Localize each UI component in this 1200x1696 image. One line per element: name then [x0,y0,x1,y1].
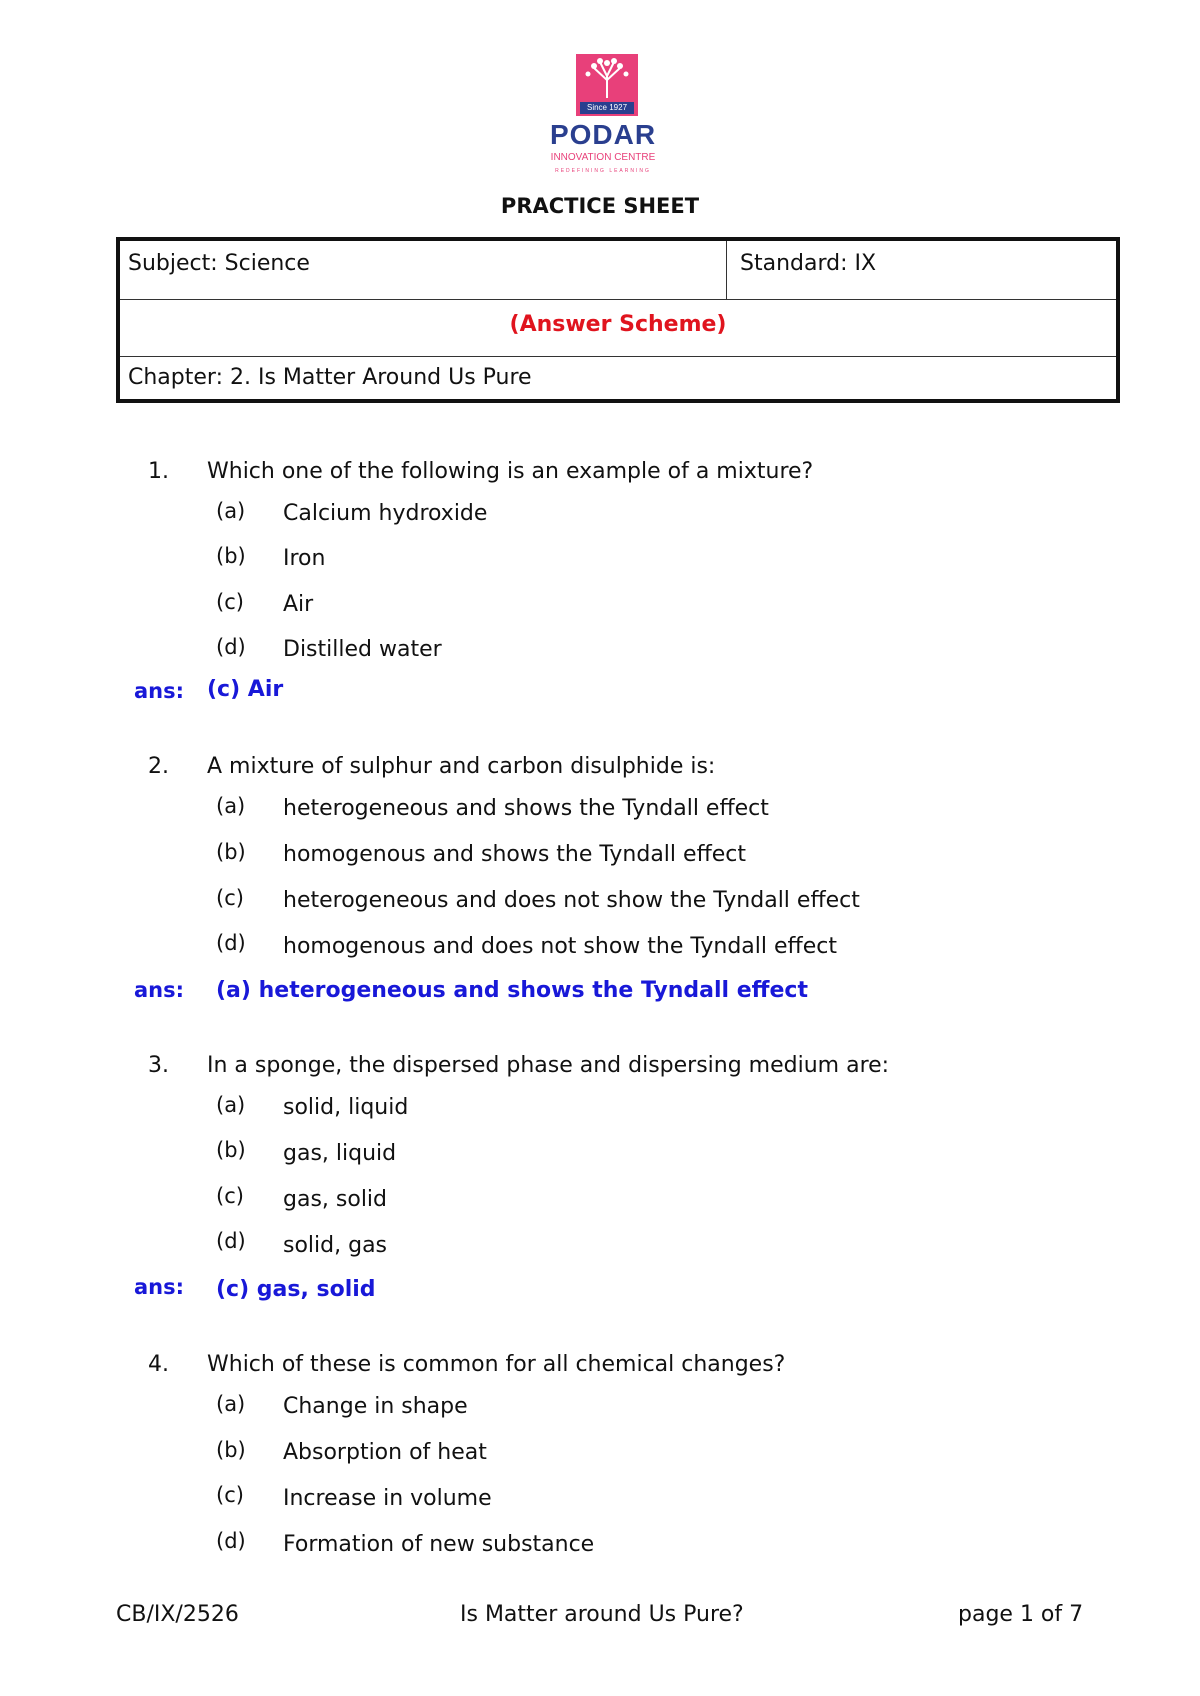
question-text: In a sponge, the dispersed phase and dispersing medium are: [207,1053,890,1078]
option-label: (b) [216,544,246,568]
option-text: homogenous and does not show the Tyndall effect [283,934,837,959]
header-row-subject [120,241,1116,300]
option-label: (d) [216,931,246,955]
header-row-chapter [120,357,1116,399]
option-text: Iron [283,546,326,571]
subject-cell: Subject: Science [128,251,310,276]
question-number: 2. [148,754,169,779]
footer-title: Is Matter around Us Pure? [460,1602,744,1627]
cell-divider [726,241,727,299]
answer-scheme-label: (Answer Scheme) [509,312,727,337]
option-text: solid, liquid [283,1095,409,1120]
option-text: Distilled water [283,637,442,662]
option-label: (c) [216,1483,244,1507]
question-text: Which one of the following is an example of a mixture? [207,459,814,484]
option-label: (c) [216,886,244,910]
option-label: (c) [216,590,244,614]
option-text: Change in shape [283,1394,468,1419]
answer-text: (a) heterogeneous and shows the Tyndall effect [216,978,808,1003]
answer-text: (c) gas, solid [216,1277,376,1302]
option-label: (a) [216,1093,246,1117]
footer-code: CB/IX/2526 [116,1602,239,1627]
option-label: (b) [216,1138,246,1162]
question-text: A mixture of sulphur and carbon disulphide is: [207,754,716,779]
option-label: (a) [216,499,246,523]
option-label: (d) [216,1529,246,1553]
header-table [116,237,1120,403]
option-text: Formation of new substance [283,1532,595,1557]
option-label: (a) [216,794,246,818]
question-number: 3. [148,1053,169,1078]
since-label: Since 1927 [580,102,634,114]
podar-logo [528,54,678,182]
option-text: heterogeneous and shows the Tyndall effect [283,796,769,821]
question-text: Which of these is common for all chemical changes? [207,1352,786,1377]
option-text: gas, solid [283,1187,388,1212]
sheet-title: PRACTICE SHEET [500,194,700,218]
header-row-scheme [120,300,1116,357]
brand-name: PODAR [549,119,657,150]
option-text: Absorption of heat [283,1440,487,1465]
answer-label: ans: [134,679,185,703]
answer-label: ans: [134,978,185,1002]
option-text: heterogeneous and does not show the Tyndall effect [283,888,860,913]
chapter-cell: Chapter: 2. Is Matter Around Us Pure [128,365,532,390]
option-label: (d) [216,635,246,659]
brand-tagline: REDEFINING LEARNING [555,168,651,174]
option-label: (c) [216,1184,244,1208]
option-label: (d) [216,1229,246,1253]
standard-cell: Standard: IX [740,251,877,276]
option-text: Calcium hydroxide [283,501,488,526]
option-label: (b) [216,840,246,864]
brand-subtitle: INNOVATION CENTRE [550,152,656,163]
option-text: gas, liquid [283,1141,397,1166]
option-text: homogenous and shows the Tyndall effect [283,842,746,867]
question-number: 4. [148,1352,169,1377]
option-text: Increase in volume [283,1486,492,1511]
question-number: 1. [148,459,169,484]
option-label: (b) [216,1438,246,1462]
option-text: solid, gas [283,1233,388,1258]
option-text: Air [283,592,314,617]
option-label: (a) [216,1392,246,1416]
answer-label: ans: [134,1275,185,1299]
footer-page-number: page 1 of 7 [958,1602,1084,1627]
answer-text: (c) Air [207,677,284,702]
